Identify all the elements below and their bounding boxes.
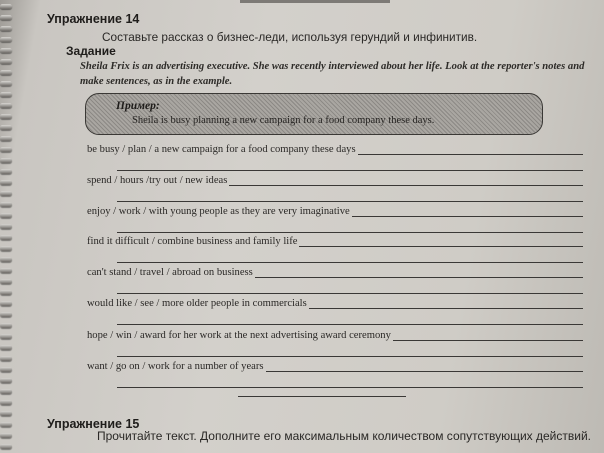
exercise-15-title: Упражнение 15 <box>47 417 140 431</box>
exercise-14-title: Упражнение 14 <box>47 12 140 26</box>
binding-ring <box>0 301 12 306</box>
binding-ring <box>0 136 12 141</box>
binding-ring <box>0 444 12 449</box>
binding-ring <box>0 356 12 361</box>
prompt-text: spend / hours /try out / new ideas <box>87 175 228 186</box>
binding-ring <box>0 147 12 152</box>
binding-ring <box>0 48 12 53</box>
binding-ring <box>0 268 12 273</box>
binding-ring <box>0 334 12 339</box>
binding-ring <box>0 70 12 75</box>
answer-line[interactable] <box>117 262 583 263</box>
binding-ring <box>0 202 12 207</box>
binding-ring <box>0 125 12 130</box>
prompt-text: can't stand / travel / abroad on business <box>87 267 253 278</box>
answer-line[interactable] <box>358 145 583 155</box>
binding-ring <box>0 367 12 372</box>
binding-ring <box>0 103 12 108</box>
binding-ring <box>0 224 12 229</box>
binding-ring <box>0 114 12 119</box>
binding-ring <box>0 59 12 64</box>
binding-ring <box>0 37 12 42</box>
prompt-text: find it difficult / combine business and family life <box>87 236 298 247</box>
binding-ring <box>0 180 12 185</box>
prompt-text: be busy / plan / a new campaign for a food company these days <box>87 144 356 155</box>
answer-line[interactable] <box>117 170 583 171</box>
answer-line[interactable] <box>117 356 583 357</box>
binding-ring <box>0 389 12 394</box>
example-label: Пример: <box>116 100 160 112</box>
answer-line[interactable] <box>117 232 583 233</box>
spiral-binding <box>0 0 14 453</box>
binding-ring <box>0 345 12 350</box>
task-label: Задание <box>66 44 116 58</box>
prompt-text: would like / see / more older people in commercials <box>87 298 307 309</box>
binding-ring <box>0 323 12 328</box>
binding-ring <box>0 15 12 20</box>
answer-line[interactable] <box>255 268 583 278</box>
binding-ring <box>0 81 12 86</box>
binding-ring <box>0 92 12 97</box>
example-box <box>85 93 543 135</box>
answer-line[interactable] <box>117 387 583 388</box>
binding-ring <box>0 213 12 218</box>
binding-ring <box>0 169 12 174</box>
prompt-row <box>87 361 583 401</box>
answer-line[interactable] <box>117 293 583 294</box>
binding-ring <box>0 400 12 405</box>
example-sentence: Sheila is busy planning a new campaign for a food company these days. <box>132 115 435 126</box>
answer-line[interactable] <box>266 362 583 372</box>
answer-line[interactable] <box>299 237 583 247</box>
prompt-text: enjoy / work / with young people as they are very imaginative <box>87 206 350 217</box>
binding-ring <box>0 378 12 383</box>
exercise-15-instruction: Прочитайте текст. Дополните его максимальным количеством сопутствующих действий. <box>97 429 591 443</box>
answer-line[interactable] <box>117 201 583 202</box>
answer-line[interactable] <box>352 207 583 217</box>
binding-ring <box>0 246 12 251</box>
answer-line[interactable] <box>393 331 583 341</box>
prompt-text: hope / win / award for her work at the next advertising award ceremony <box>87 330 391 341</box>
binding-ring <box>0 158 12 163</box>
answer-line[interactable] <box>117 324 583 325</box>
page-edge <box>240 0 390 3</box>
answer-line[interactable] <box>309 299 583 309</box>
answer-line[interactable] <box>238 396 406 397</box>
exercise-14-instruction: Составьте рассказ о бизнес-леди, используя герундий и инфинитив. <box>102 30 478 44</box>
binding-ring <box>0 290 12 295</box>
binding-ring <box>0 279 12 284</box>
answer-line[interactable] <box>229 176 583 186</box>
binding-ring <box>0 411 12 416</box>
binding-ring <box>0 433 12 438</box>
binding-ring <box>0 235 12 240</box>
task-text: Sheila Frix is an advertising executive. She was recently interviewed about her life. Look at the reporter's notes and make sentences, as in the example. <box>80 61 585 87</box>
binding-ring <box>0 422 12 427</box>
binding-ring <box>0 312 12 317</box>
prompt-text: want / go on / work for a number of years <box>87 361 264 372</box>
binding-ring <box>0 4 12 9</box>
binding-ring <box>0 26 12 31</box>
binding-ring <box>0 191 12 196</box>
binding-ring <box>0 257 12 262</box>
